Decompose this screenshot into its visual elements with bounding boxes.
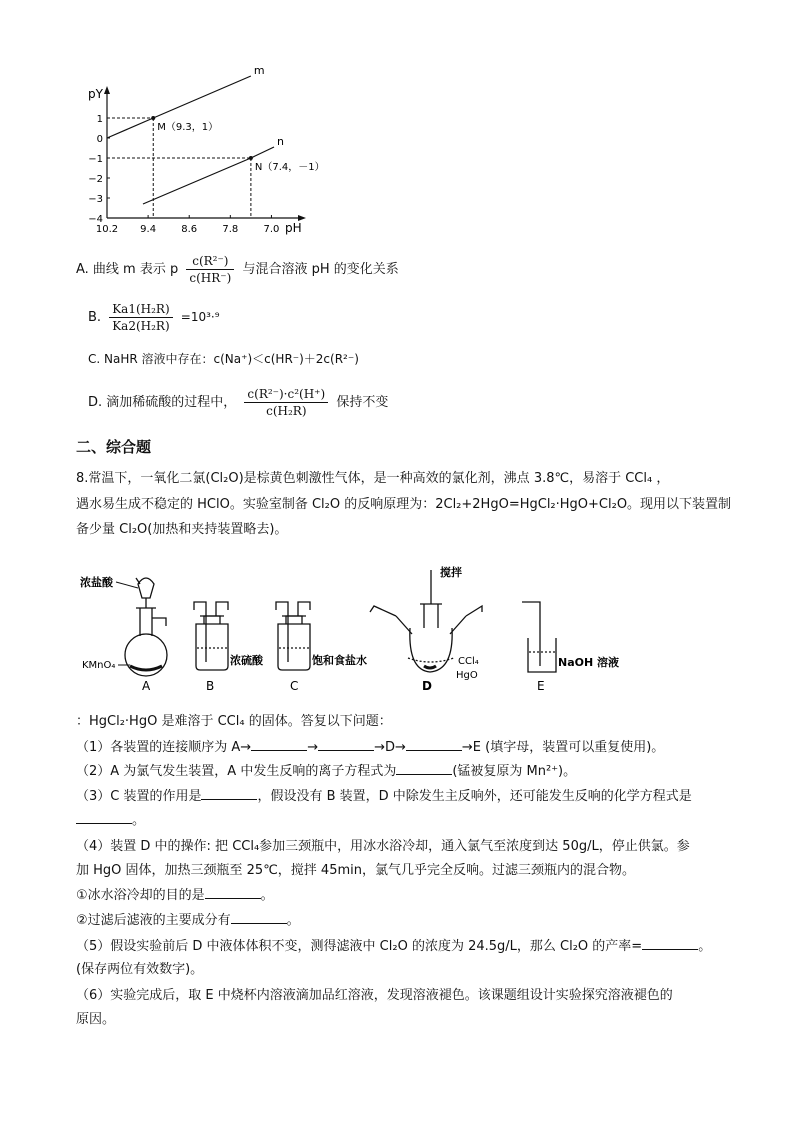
- apparatus-c: [276, 602, 310, 670]
- question-1: （1）各装置的连接顺序为 A→ → →D→ →E (填字母，装置可以重复使用)。: [76, 737, 664, 758]
- label-stir: 搅拌: [440, 566, 462, 579]
- y-tick-label: −4: [88, 214, 103, 225]
- apparatus-e: [522, 602, 556, 672]
- label-a: A: [142, 679, 151, 693]
- answer-blank[interactable]: [318, 737, 374, 751]
- question-6-line-2: 原因。: [76, 1012, 116, 1027]
- point-label: N（7.4，－1）: [254, 162, 325, 173]
- answer-blank[interactable]: [76, 810, 132, 824]
- option-a: A. 曲线 m 表示 p $\frac{\text{c(R²⁻)}}{c(HR^-)}$ 与混合溶液 pH 的变化关系: [76, 254, 399, 285]
- data-point: [249, 156, 253, 160]
- y-tick-label: −3: [88, 194, 103, 205]
- series-line-n: [143, 147, 274, 204]
- apparatus-diagram: [78, 562, 638, 697]
- y-tick-label: −1: [88, 154, 103, 165]
- x-tick-label: 7.0: [263, 224, 280, 235]
- series-label-m: m: [253, 64, 265, 77]
- answer-blank[interactable]: [201, 786, 257, 800]
- label-d: D: [422, 679, 432, 693]
- section-title: 二、综合题: [76, 438, 152, 456]
- q8-line-3: 备少量 Cl₂O(加热和夹持装置略去)。: [76, 522, 288, 537]
- x-axis-label: pH: [285, 221, 302, 235]
- y-tick-label: 0: [96, 134, 103, 145]
- note-line: ：HgCl₂·HgO 是难溶于 CCl₄ 的固体。答复以下问题：: [76, 714, 392, 729]
- question-2: （2）A 为氯气发生装置，A 中发生反响的离子方程式为 (锰被复原为 Mn²⁺)。: [76, 761, 576, 782]
- question-4-1: ①冰水浴冷却的目的是 。: [76, 885, 274, 906]
- answer-blank[interactable]: [396, 761, 452, 775]
- option-c: C. NaHR 溶液中存在：c(Na⁺)＜c(HR⁻)＋2c(R²⁻): [88, 352, 359, 366]
- point-label: M（9.3，1）: [157, 122, 219, 133]
- label-kmno4: KMnO₄: [82, 660, 116, 671]
- question-5-cont: (保存两位有效数字)。: [76, 962, 204, 977]
- y-axis-label: pY: [88, 87, 103, 101]
- graph-axes: [104, 86, 306, 221]
- question-4-line-2: 加 HgO 固体，加热三颈瓶至 25℃，搅拌 45min，氯气几乎完全反响。过滤三颈瓶内的混合物。: [76, 863, 635, 878]
- option-d-fraction: $\frac{\text{c(R²⁻)·c²(H⁺)}}{\text{c(H₂R)}}$: [244, 386, 328, 419]
- y-tick-label: 1: [96, 114, 103, 125]
- question-3: （3）C 装置的作用是 ，假设没有 B 装置，D 中除发生主反响外，还可能发生反响的化学方程式是: [76, 786, 692, 807]
- option-a-fraction: $\frac{\text{c(R²⁻)}}{c(HR^-)}$: [186, 253, 234, 286]
- option-b: B. $\frac{\text{Ka1(H₂R)}}{\text{Ka2(H₂R)}}$ =10³·⁹: [88, 302, 220, 333]
- data-point: [151, 116, 155, 120]
- answer-blank[interactable]: [231, 910, 287, 924]
- apparatus-a: [125, 578, 167, 676]
- label-ccl4: CCl₄: [458, 656, 479, 667]
- label-hgo: HgO: [456, 670, 478, 681]
- series-label-n: n: [277, 135, 284, 148]
- answer-blank[interactable]: [642, 936, 698, 950]
- y-tick-label: −2: [88, 174, 103, 185]
- label-b: B: [206, 679, 215, 693]
- apparatus-b: [194, 602, 228, 670]
- q8-line-1: 8.常温下，一氧化二氯(Cl₂O)是棕黄色刺激性气体，是一种高效的氯化剂，沸点 3.8℃，易溶于 CCl₄ ，: [76, 471, 670, 486]
- label-conc-h2so4: 浓硫酸: [230, 654, 263, 667]
- x-tick-label: 7.8: [222, 224, 239, 235]
- label-sat-nacl: 饱和食盐水: [312, 654, 367, 667]
- question-5: （5）假设实验前后 D 中液体体积不变，测得滤液中 Cl₂O 的浓度为 24.5g/L，那么 Cl₂O 的产率= 。: [76, 936, 711, 957]
- x-tick-label: 9.4: [140, 224, 157, 235]
- label-naoh: NaOH 溶液: [558, 656, 620, 669]
- option-b-fraction: $\frac{\text{Ka1(H₂R)}}{\text{Ka2(H₂R)}}$: [109, 301, 172, 334]
- answer-blank[interactable]: [406, 737, 462, 751]
- x-tick-label: 10.2: [95, 224, 119, 235]
- question-4-line-1: （4）装置 D 中的操作: 把 CCl₄参加三颈瓶中，用冰水浴冷却，通入氯气至浓度到达 50g/L，停止供氯。参: [76, 839, 690, 854]
- x-tick-label: 8.6: [181, 224, 198, 235]
- q8-line-2: 遇水易生成不稳定的 HClO。实验室制备 Cl₂O 的反响原理为：2Cl₂+2HgO=HgCl₂·HgO+Cl₂O。现用以下装置制: [76, 497, 732, 512]
- option-d: D. 滴加稀硫酸的过程中， $\frac{\text{c(R²⁻)·c²(H⁺)}}{\text{c(H₂R)}}$ 保持不变: [88, 387, 389, 418]
- graph-marks: [88, 64, 324, 235]
- label-conc-hcl: 浓盐酸: [80, 576, 113, 589]
- answer-blank[interactable]: [251, 737, 307, 751]
- question-4-2: ②过滤后滤液的主要成分有 。: [76, 910, 300, 931]
- question-3-cont: 。: [76, 810, 145, 831]
- ph-graph: [80, 64, 325, 242]
- label-e: E: [537, 679, 545, 693]
- answer-blank[interactable]: [205, 885, 261, 899]
- label-c: C: [290, 679, 299, 693]
- question-6-line-1: （6）实验完成后，取 E 中烧杯内溶液滴加品红溶液，发现溶液褪色。该课题组设计实验探究溶液褪色的: [76, 988, 673, 1003]
